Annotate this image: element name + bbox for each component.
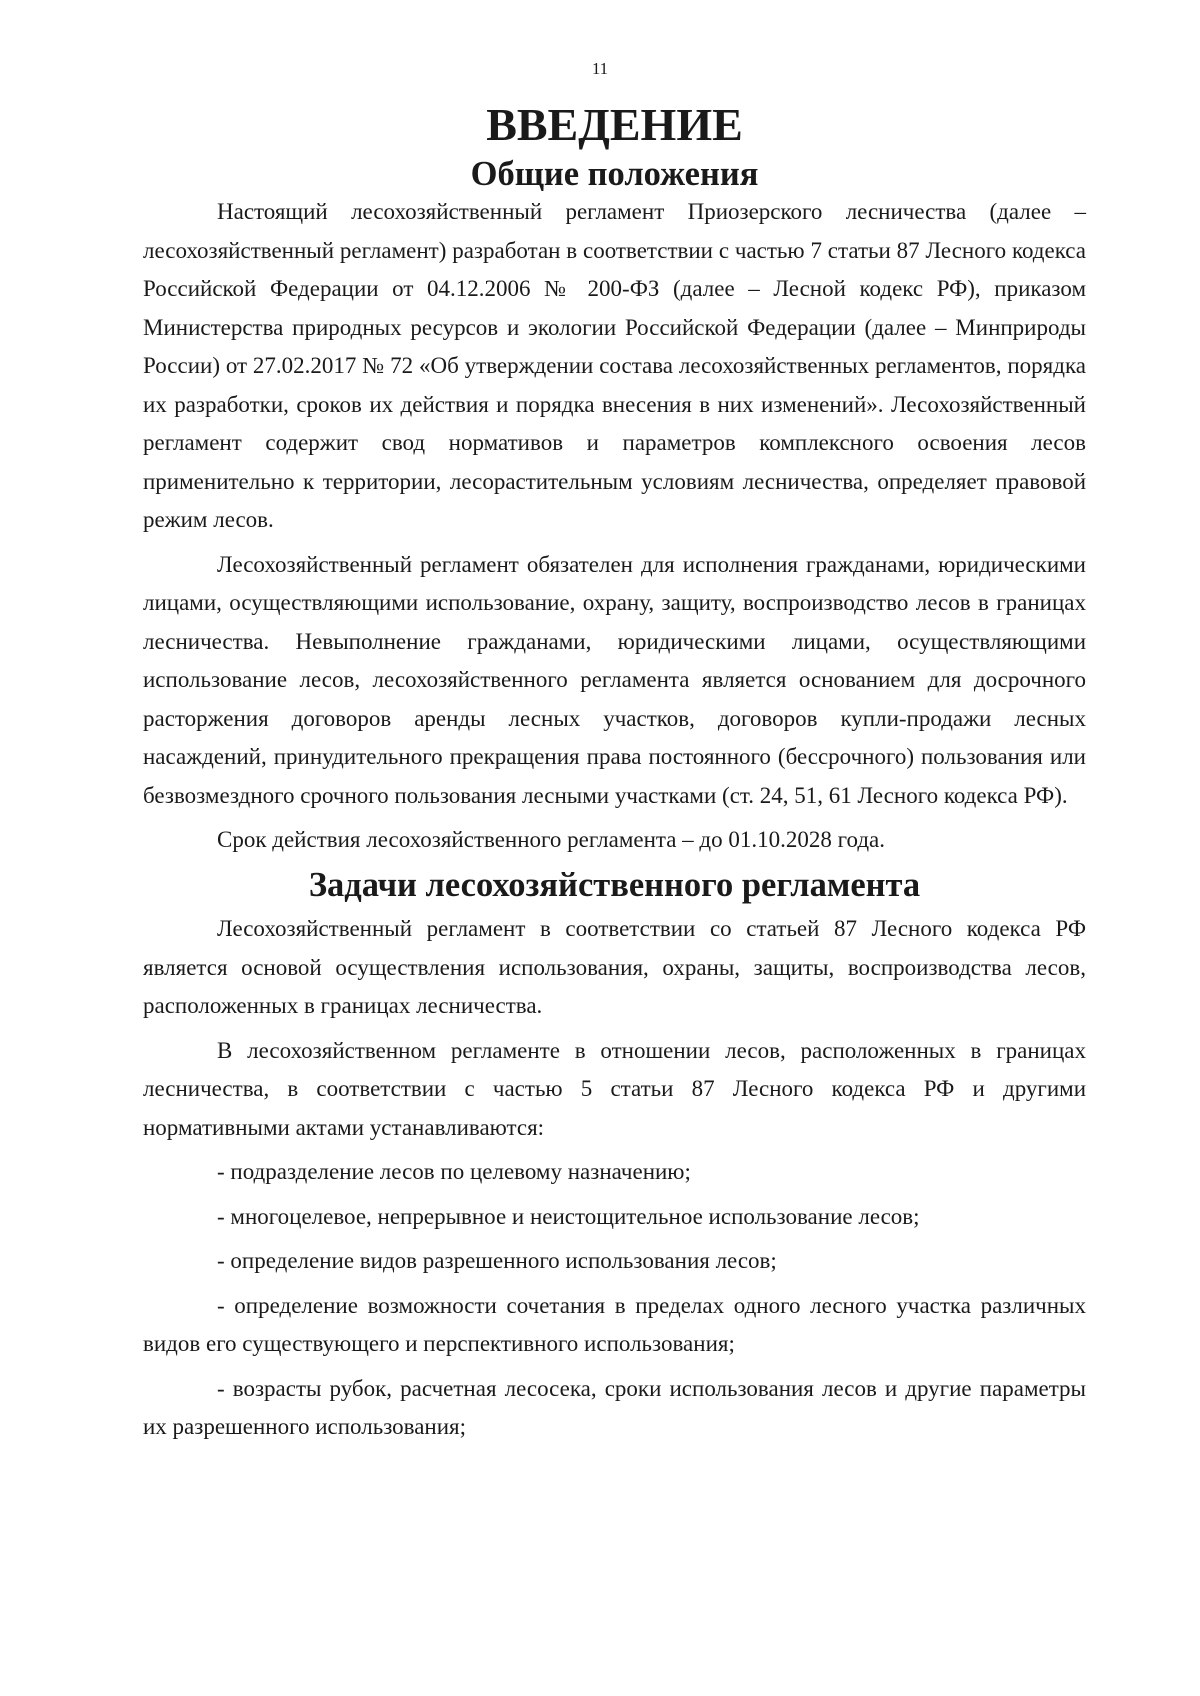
page-number: 11 (591, 59, 609, 78)
document-body (143, 99, 1086, 1453)
paragraph: В лесохозяйственном регламенте в отношении лесов, расположенных в границах лесничества, в соответствии с частью 5 статьи 87 Лесного кодекса РФ и другими нормативными актами устанавливаются: (143, 1037, 1086, 1140)
list-item: - определение видов разрешенного использования лесов; (217, 1248, 777, 1273)
paragraph: Срок действия лесохозяйственного регламента – до 01.10.2028 года. (217, 827, 885, 852)
list-item: - многоцелевое, непрерывное и неистощительное использование лесов; (217, 1203, 920, 1229)
main-heading: ВВЕДЕНИЕ (486, 99, 743, 150)
list-item: - возрасты рубок, расчетная лесосека, сроки использования лесов и другие параметры их разрешенного использования; (143, 1375, 1086, 1439)
paragraph: Настоящий лесохозяйственный регламент Приозерского лесничества (далее – лесохозяйственный регламент) разработан в соответствии с частью 7 статьи 87 Лесного кодекса Российской Федерации от 04.12.2006 № 200-ФЗ (далее – Лесной кодекс РФ), приказом Министерства природных ресурсов и экологии Российской Федерации (далее – Минприроды России) от 27.02.2017 № 72 «Об утверждении состава лесохозяйственных регламентов, порядка их разработки, сроков их действия и порядка внесения в них изменений». Лесохозяйственный регламент содержит свод нормативов и параметров комплексного освоения лесов применительно к территории, лесорастительным условиям лесничества, определяет правовой режим лесов. (143, 199, 1086, 532)
section-heading-tasks: Задачи лесохозяйственного регламента (308, 865, 921, 904)
tasks-list (143, 1153, 1086, 1447)
paragraph: Лесохозяйственный регламент обязателен для исполнения гражданами, юридическими лицами, осуществляющими использование, охрану, защиту, воспроизводство лесов в границах лесничества. Невыполнение гражданами, юридическими лицами, осуществляющими использование лесов, лесохозяйственного регламента является основанием для досрочного расторжения договоров аренды лесных участков, договоров купли-продажи лесных насаждений, принудительного прекращения права постоянного (бессрочного) пользования или безвозмездного срочного пользования лесными участками (ст. 24, 51, 61 Лесного кодекса РФ). (143, 551, 1086, 808)
paragraph: Лесохозяйственный регламент в соответствии со статьей 87 Лесного кодекса РФ является основой осуществления использования, охраны, защиты, воспроизводства лесов, расположенных в границах лесничества. (143, 916, 1086, 1018)
list-item: - подразделение лесов по целевому назначению; (217, 1159, 691, 1184)
list-item: - определение возможности сочетания в пределах одного лесного участка различных видов его существующего и перспективного использования; (143, 1292, 1086, 1356)
section-heading-general: Общие положения (470, 154, 759, 193)
